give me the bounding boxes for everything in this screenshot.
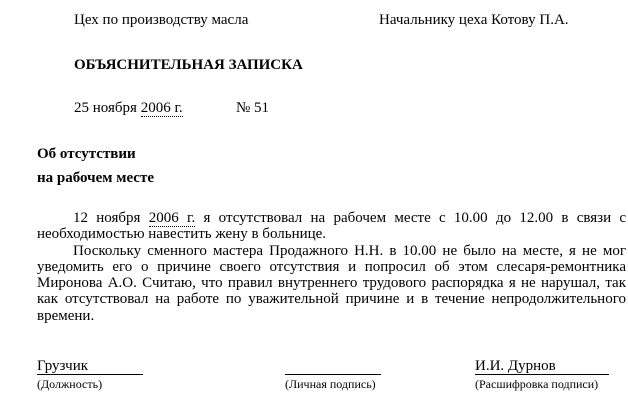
position-caption: (Должность) — [37, 377, 103, 391]
p1-rest: я отсутствовал на рабочем месте с 10.00 до 12.00 в связи с необходимостью навестить жену в больнице. — [37, 210, 627, 243]
department-label: Цех по производству масла — [74, 12, 249, 28]
body-paragraph-1 — [37, 210, 626, 243]
addressee-label: Начальнику цеха Котову П.А. — [379, 12, 569, 28]
document-body — [37, 210, 626, 324]
subject-line-2: на рабочем месте — [37, 170, 154, 186]
body-paragraph-2: Поскольку сменного мастера Продажного Н.Н. в 10.00 не было на месте, я не мог уведомить его о причине своего отсутствия и попросил об этом слесаря-ремонтника Миронова А.О. Считаю, что правил внутреннего трудового распорядка я не нарушал, так как отсутствовал на работе по уважительной причине и в течение непродолжительного времени. — [37, 242, 626, 324]
name-line — [475, 374, 609, 375]
date-year: 2006 г. — [140, 100, 183, 116]
p1-prefix: 12 ноября — [73, 210, 141, 226]
document-date — [74, 101, 183, 116]
position-line — [37, 374, 143, 375]
signature-line — [285, 374, 381, 375]
p1-year: 2006 г. — [148, 210, 196, 226]
subject-line-1: Об отсутствии — [37, 146, 136, 162]
name-caption: (Расшифровка подписи) — [475, 377, 599, 391]
document-number: № 51 — [236, 100, 270, 116]
position-value: Грузчик — [37, 358, 89, 374]
signature-caption: (Личная подпись) — [285, 377, 376, 391]
date-prefix: 25 ноября — [74, 100, 137, 116]
name-value: И.И. Дурнов — [475, 358, 556, 374]
document-title: ОБЪЯСНИТЕЛЬНАЯ ЗАПИСКА — [74, 57, 303, 73]
